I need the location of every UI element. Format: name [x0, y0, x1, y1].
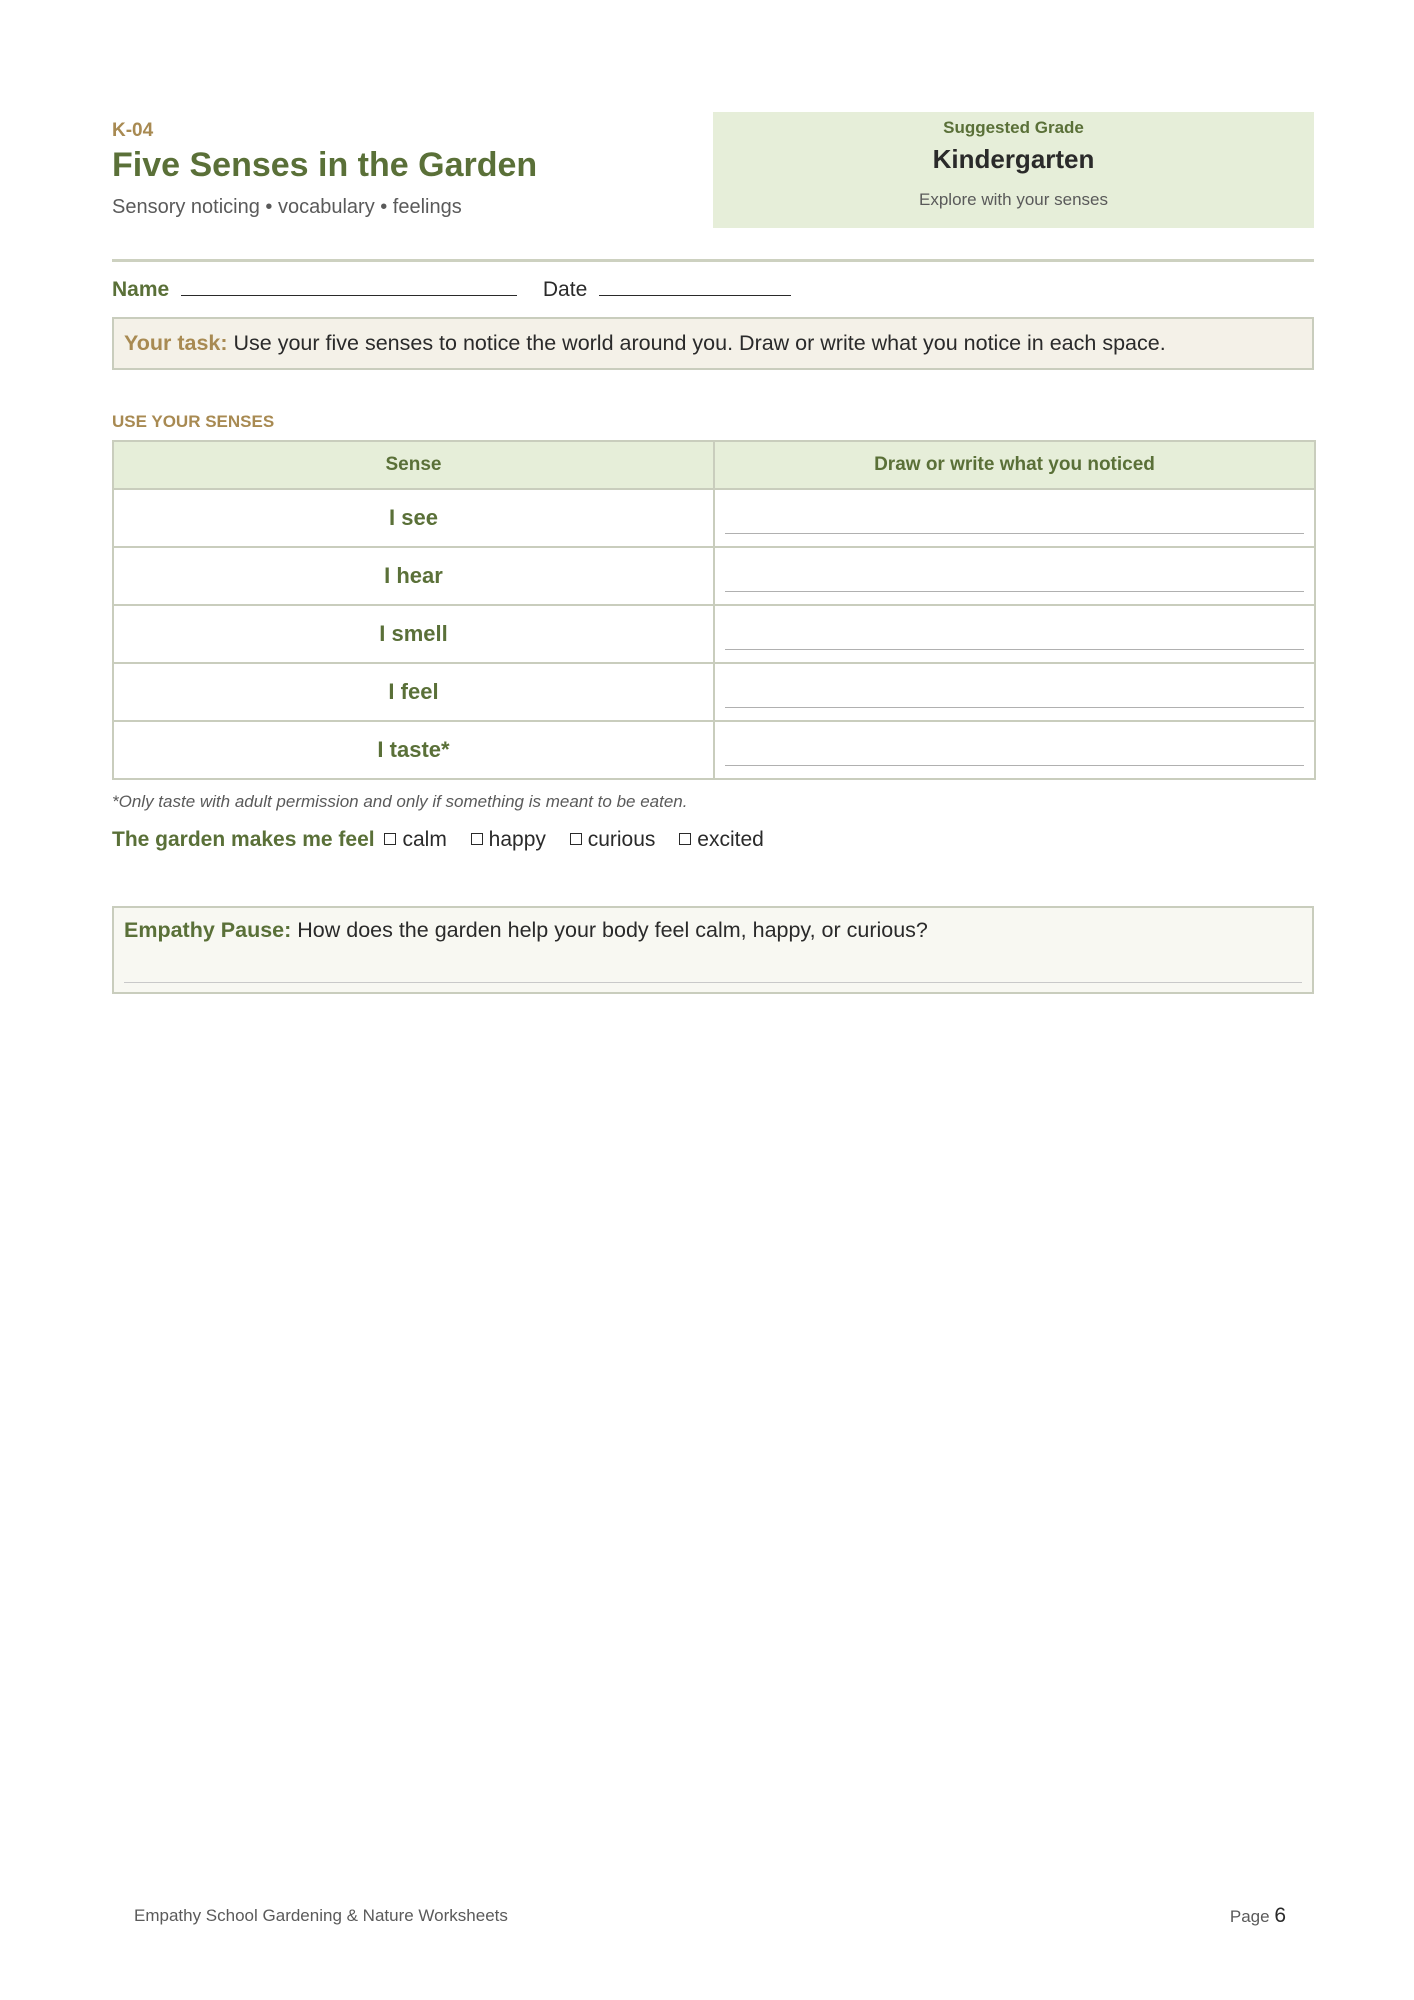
checkbox[interactable] [471, 833, 483, 845]
feeling-option-calm[interactable] [380, 828, 446, 852]
name-field[interactable] [181, 281, 517, 296]
answer-cell-hear[interactable] [714, 547, 1315, 605]
answer-line [725, 707, 1304, 708]
feeling-option-excited[interactable] [675, 828, 764, 852]
task-label: Your task: [124, 331, 228, 355]
feelings-row [112, 828, 778, 852]
grade-note: Explore with your senses [919, 190, 1108, 209]
checkbox[interactable] [570, 833, 582, 845]
name-label: Name [112, 278, 170, 301]
page-title: Five Senses in the Garden [112, 146, 538, 184]
option-label: calm [402, 828, 447, 851]
answer-cell-see[interactable] [714, 489, 1315, 547]
date-label: Date [542, 278, 588, 301]
sense-smell: I smell [113, 605, 714, 663]
senses-table [112, 440, 1316, 780]
option-label: happy [488, 828, 546, 851]
task-text: Use your five senses to notice the world around you. Draw or write what you notice in each space. [227, 331, 1166, 355]
table-row [113, 547, 1315, 605]
sense-see: I see [113, 489, 714, 547]
worksheet-page [112, 112, 1314, 942]
answer-line [725, 765, 1304, 766]
empathy-pause-box [112, 906, 1314, 994]
page-number [1230, 1904, 1286, 1928]
feelings-label: The garden makes me feel [112, 828, 375, 851]
answer-cell-smell[interactable] [714, 605, 1315, 663]
grade-value: Kindergarten [932, 144, 1095, 174]
sense-feel: I feel [113, 663, 714, 721]
grade-label: Suggested Grade [943, 118, 1084, 137]
answer-cell-taste[interactable] [714, 721, 1315, 779]
header-divider [112, 259, 1314, 262]
task-box [112, 317, 1314, 370]
sense-taste: I taste* [113, 721, 714, 779]
empathy-label: Empathy Pause: [124, 918, 292, 942]
feeling-option-curious[interactable] [566, 828, 656, 852]
option-label: curious [587, 828, 656, 851]
worksheet-code: K-04 [112, 120, 154, 141]
page-label: Page [1229, 1907, 1275, 1926]
senses-section-label: USE YOUR SENSES [112, 412, 275, 431]
grade-box [713, 112, 1314, 228]
option-label: excited [697, 828, 764, 851]
table-row [113, 489, 1315, 547]
worksheet-header [112, 112, 1314, 230]
empathy-answer-line[interactable] [124, 982, 1302, 983]
sense-hear: I hear [113, 547, 714, 605]
column-header-sense: Sense [113, 441, 714, 489]
footer-title: Empathy School Gardening & Nature Worksheets [134, 1906, 508, 1925]
page-subtitle: Sensory noticing • vocabulary • feelings [112, 196, 462, 218]
answer-line [725, 649, 1304, 650]
table-header-row [113, 441, 1315, 489]
checkbox[interactable] [384, 833, 396, 845]
table-row [113, 605, 1315, 663]
column-header-noticed: Draw or write what you noticed [714, 441, 1315, 489]
date-field[interactable] [599, 281, 791, 296]
answer-line [725, 533, 1304, 534]
taste-footnote: *Only taste with adult permission and only if something is meant to be eaten. [112, 792, 688, 811]
empathy-prompt [124, 918, 928, 943]
answer-cell-feel[interactable] [714, 663, 1315, 721]
task-instructions [124, 331, 1166, 356]
page-number-value: 6 [1274, 1904, 1286, 1927]
feeling-option-happy[interactable] [467, 828, 546, 852]
name-date-row [112, 278, 791, 302]
empathy-question: How does the garden help your body feel calm, happy, or curious? [291, 918, 928, 942]
answer-line [725, 591, 1304, 592]
table-row [113, 663, 1315, 721]
checkbox[interactable] [679, 833, 691, 845]
table-row [113, 721, 1315, 779]
